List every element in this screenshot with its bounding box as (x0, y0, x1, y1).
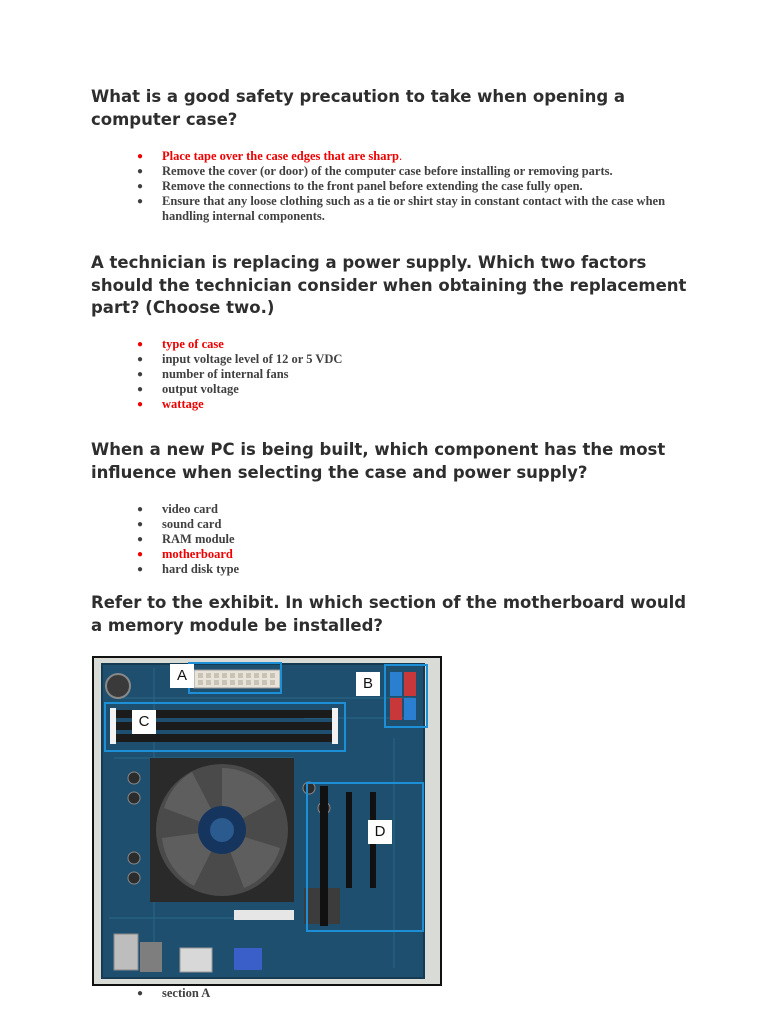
answer-3-5: ● hard disk type (137, 562, 240, 576)
bullet-icon: ● (137, 564, 144, 575)
answer-3-2: ● sound card (137, 517, 222, 531)
answer-2-3: ● number of internal fans (137, 367, 289, 381)
bullet-icon: ● (137, 504, 144, 515)
bullet-icon: ● (137, 384, 144, 395)
question-2: A technician is replacing a power supply. Which two factors should the technician consider when obtaining the replacement part? (Choose two.) (91, 253, 687, 317)
bullet-icon: ● (137, 988, 144, 999)
answer-list-3 (134, 502, 694, 577)
motherboard-exhibit (92, 656, 442, 986)
answer-1-4: ● Ensure that any loose clothing such as a tie or shirt stay in constant contact with the case when handling internal components. (137, 194, 666, 223)
answer-3-3: ● RAM module (137, 532, 235, 546)
section-label-c: C (132, 710, 156, 734)
question-4: Refer to the exhibit. In which section of the motherboard would a memory module be installed? (91, 593, 687, 635)
answer-2-4: ● output voltage (137, 382, 239, 396)
section-label-d: D (368, 820, 392, 844)
bullet-icon: ● (137, 369, 144, 380)
answer-2-1: ● type of case (137, 337, 224, 351)
bullet-icon: ● (137, 399, 144, 410)
bullet-icon: ● (137, 534, 144, 545)
answer-4-1: ● section A (137, 986, 211, 1000)
answer-3-4: ● motherboard (137, 547, 233, 561)
answer-list-1 (134, 149, 694, 224)
lan-port (140, 942, 162, 972)
answer-2-2: ● input voltage level of 12 or 5 VDC (137, 352, 343, 366)
answer-1-2: ● Remove the cover (or door) of the computer case before installing or removing parts. (137, 164, 613, 178)
bullet-icon: ● (137, 354, 144, 365)
section-b-outline (384, 664, 428, 728)
section-label-b: B (356, 672, 380, 696)
section-a-outline (188, 662, 282, 694)
bullet-icon: ● (137, 196, 144, 207)
answer-list-2 (134, 337, 694, 412)
section-d-outline (306, 782, 424, 932)
bullet-icon: ● (137, 339, 144, 350)
label-sticker (234, 910, 294, 920)
bullet-icon: ● (137, 549, 144, 560)
answer-1-1: ● Place tape over the case edges that are sharp. (137, 149, 403, 163)
question-3: When a new PC is being built, which component has the most influence when selecting the case and power supply? (91, 440, 666, 482)
section-label-a: A (170, 664, 194, 688)
usb-port (114, 934, 138, 970)
cmos-battery (106, 674, 130, 698)
answer-1-3: ● Remove the connections to the front panel before extending the case fully open. (137, 179, 583, 193)
dvi-port (180, 948, 212, 972)
question-1: What is a good safety precaution to take when opening a computer case? (91, 87, 626, 129)
answer-2-5: ● wattage (137, 397, 204, 411)
bullet-icon: ● (137, 166, 144, 177)
answer-list-4 (134, 986, 694, 1001)
bullet-icon: ● (137, 151, 144, 162)
bullet-icon: ● (137, 519, 144, 530)
answer-3-1: ● video card (137, 502, 218, 516)
bullet-icon: ● (137, 181, 144, 192)
vga-port (234, 948, 262, 970)
